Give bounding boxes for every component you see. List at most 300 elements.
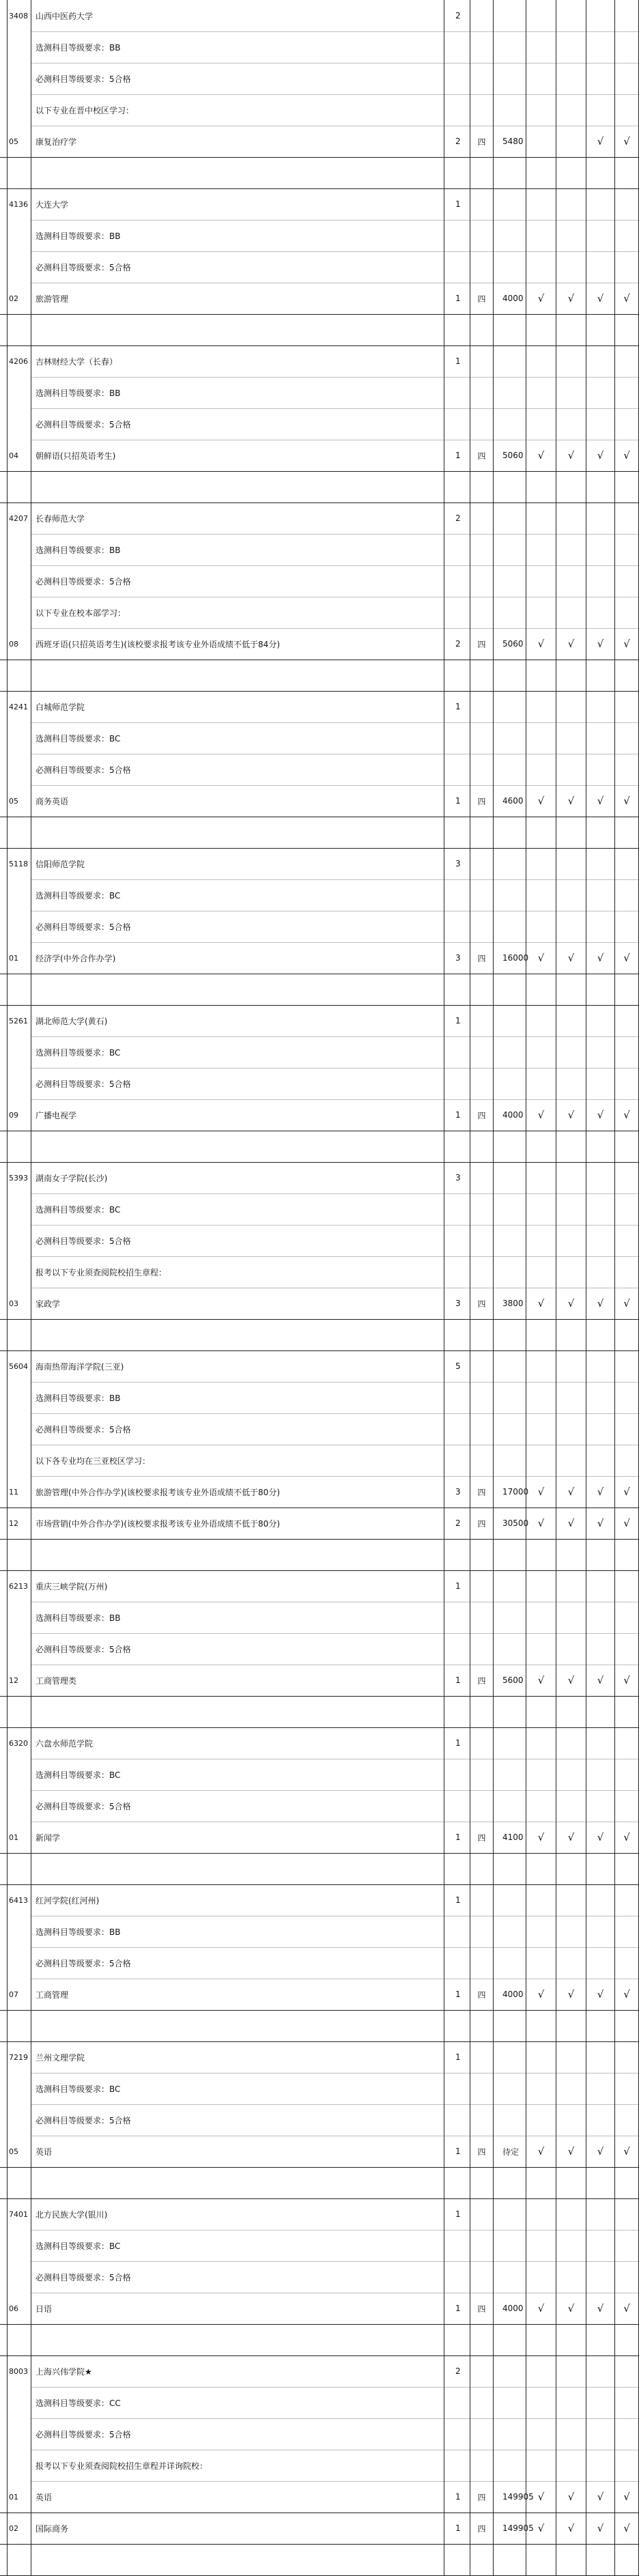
checkmark-icon: √ [567, 1486, 575, 1498]
row-code [7, 1947, 31, 1979]
check-col-2 [556, 565, 586, 597]
check-col-4 [614, 817, 639, 848]
check-col-3 [586, 534, 614, 565]
row-fee-text: 5600 [502, 1675, 524, 1685]
check-col-1 [526, 471, 556, 503]
row-years [470, 1853, 493, 1884]
check-col-2 [556, 1570, 586, 1602]
row-plan [444, 1539, 470, 1570]
row-years [470, 911, 493, 942]
row-fee [493, 722, 526, 754]
row-name [31, 2073, 444, 2104]
row-name [31, 1162, 444, 1193]
row-plan-text: 1 [455, 199, 461, 209]
row-name [31, 660, 444, 691]
check-col-3 [586, 1413, 614, 1445]
check-col-1 [526, 1665, 556, 1696]
check-col-1 [526, 1382, 556, 1413]
row-fee [493, 1508, 529, 1539]
checkmark-icon: √ [567, 292, 575, 305]
check-col-4 [614, 1288, 639, 1319]
check-col-2 [556, 220, 586, 251]
check-col-2 [556, 251, 586, 283]
row-name [31, 1288, 444, 1319]
check-col-2 [556, 1476, 586, 1508]
row-plan [444, 879, 470, 911]
check-col-3 [586, 1068, 614, 1099]
row-fee [493, 848, 526, 879]
row-fee [493, 785, 526, 817]
row-code-text: 5393 [9, 1173, 28, 1183]
row-name [31, 1382, 444, 1413]
check-col-4 [614, 1916, 639, 1947]
check-col-4 [614, 2041, 639, 2073]
school-row [0, 2198, 639, 2230]
check-col-4 [614, 2136, 639, 2167]
row-fee [493, 1068, 526, 1099]
row-plan-text: 1 [455, 796, 461, 806]
row-years [470, 1476, 493, 1508]
info-row [0, 1193, 639, 1225]
checkmark-icon: √ [567, 1831, 575, 1843]
row-years [470, 2198, 493, 2230]
row-code [7, 408, 31, 440]
check-col-3 [586, 0, 614, 31]
row-fee [493, 2261, 526, 2293]
row-plan [444, 1162, 470, 1193]
check-col-1 [526, 1759, 556, 1790]
check-col-4 [614, 503, 639, 534]
row-fee [493, 283, 526, 314]
row-plan [444, 1979, 470, 2010]
row-name [31, 1539, 444, 1570]
row-name-text: 报考以下专业须查阅院校招生章程并详询院校： [36, 2461, 208, 2471]
row-name-text: 选测科目等级要求：BC [36, 890, 121, 901]
row-name-text: 红河学院(红河州) [36, 1895, 100, 1906]
check-col-2 [556, 1602, 586, 1633]
row-plan [444, 660, 470, 691]
check-col-4 [614, 2481, 639, 2513]
row-fee [493, 2136, 526, 2167]
row-years-text: 四 [477, 2147, 486, 2157]
check-col-3 [586, 1193, 614, 1225]
info-row [0, 1633, 639, 1665]
row-code [7, 1884, 31, 1916]
row-name [31, 2041, 444, 2073]
row-code [7, 63, 31, 94]
checkmark-icon: √ [597, 1517, 604, 1529]
row-fee [493, 503, 526, 534]
row-plan [444, 157, 470, 188]
row-name-text: 湖北师范大学(黄石) [36, 1016, 108, 1026]
row-plan [444, 188, 470, 220]
row-years [470, 94, 493, 126]
row-fee [493, 1131, 526, 1162]
row-plan-text: 1 [455, 2523, 461, 2533]
row-code-text: 4207 [9, 513, 28, 523]
row-code [7, 188, 31, 220]
row-name [31, 942, 444, 974]
row-code [7, 2513, 31, 2544]
school-row [0, 848, 639, 879]
row-plan [444, 974, 470, 1005]
row-name [31, 157, 444, 188]
check-col-1 [526, 31, 556, 63]
row-fee-text: 5480 [502, 137, 524, 146]
check-col-1 [526, 1727, 556, 1759]
row-name-text: 康复治疗学 [36, 137, 77, 147]
row-code [7, 314, 31, 345]
check-col-3 [586, 2544, 614, 2575]
row-name-text: 选测科目等级要求：BB [36, 1927, 121, 1937]
row-code-text: 6413 [9, 1895, 28, 1905]
row-code [7, 1193, 31, 1225]
row-plan [444, 2010, 470, 2041]
check-col-4 [614, 63, 639, 94]
check-col-4 [614, 1759, 639, 1790]
row-plan [444, 817, 470, 848]
row-fee [493, 911, 526, 942]
check-col-2 [556, 1319, 586, 1350]
check-col-2 [556, 2293, 586, 2324]
row-code [7, 1508, 31, 1539]
check-col-1 [526, 2261, 556, 2293]
row-plan [444, 1633, 470, 1665]
check-col-4 [614, 1445, 639, 1476]
check-col-4 [614, 1193, 639, 1225]
check-col-1 [526, 251, 556, 283]
row-plan [444, 597, 470, 628]
checkmark-icon: √ [567, 1109, 575, 1121]
row-years-text: 四 [477, 639, 486, 649]
row-fee [493, 1476, 529, 1508]
check-col-2 [556, 1822, 586, 1853]
row-name-text: 必测科目等级要求：5合格 [36, 1801, 131, 1811]
check-col-2 [556, 2481, 586, 2513]
row-name [31, 1068, 444, 1099]
checkmark-icon: √ [623, 2145, 630, 2157]
row-name-text: 上海兴伟学院★ [36, 2366, 92, 2377]
row-years [470, 471, 493, 503]
spacer-row [0, 471, 639, 503]
info-row [0, 1602, 639, 1633]
row-name [31, 440, 444, 471]
check-col-3 [586, 2355, 614, 2387]
row-name-text: 市场营销(中外合作办学)(该校要求报考该专业外语成绩不低于80分) [36, 1518, 280, 1529]
row-years [470, 2544, 493, 2575]
major-row [0, 283, 639, 314]
info-row [0, 408, 639, 440]
info-row [0, 1916, 639, 1947]
row-fee [493, 1319, 526, 1350]
check-col-4 [614, 1382, 639, 1413]
row-name-text: 日语 [36, 2304, 53, 2314]
row-fee [493, 2041, 526, 2073]
check-col-3 [586, 1790, 614, 1822]
row-plan [444, 1822, 470, 1853]
check-col-1 [526, 1696, 556, 1727]
row-code [7, 1979, 31, 2010]
spacer-row [0, 314, 639, 345]
check-col-3 [586, 471, 614, 503]
check-col-1 [526, 2198, 556, 2230]
row-fee [493, 1853, 526, 1884]
check-col-4 [614, 2450, 639, 2481]
check-col-4 [614, 1162, 639, 1193]
row-years [470, 220, 493, 251]
row-plan [444, 1445, 470, 1476]
row-plan [444, 2198, 470, 2230]
check-col-1 [526, 1068, 556, 1099]
row-plan-text: 1 [455, 2492, 461, 2502]
row-years [470, 188, 493, 220]
row-plan [444, 1602, 470, 1633]
row-name [31, 2198, 444, 2230]
row-years [470, 879, 493, 911]
checkmark-icon: √ [537, 795, 545, 807]
row-fee [493, 2355, 526, 2387]
row-plan [444, 126, 470, 157]
row-name-text: 信阳师范学院 [36, 859, 85, 869]
row-fee-text: 4000 [502, 2304, 524, 2313]
checkmark-icon: √ [597, 2491, 604, 2503]
check-col-1 [526, 157, 556, 188]
check-col-3 [586, 1947, 614, 1979]
check-col-2 [556, 2387, 586, 2418]
row-years [470, 1382, 493, 1413]
row-code [7, 1696, 31, 1727]
row-name [31, 1759, 444, 1790]
check-col-1 [526, 1319, 556, 1350]
row-code [7, 1225, 31, 1256]
row-name-text: 必测科目等级要求：5合格 [36, 2115, 131, 2125]
row-years [470, 157, 493, 188]
row-name [31, 31, 444, 63]
check-col-3 [586, 2261, 614, 2293]
row-years [470, 1759, 493, 1790]
check-col-3 [586, 2324, 614, 2355]
check-col-2 [556, 1256, 586, 1288]
check-col-3 [586, 848, 614, 879]
row-plan [444, 1225, 470, 1256]
check-col-1 [526, 2418, 556, 2450]
row-fee [493, 2198, 526, 2230]
row-code-text: 7219 [9, 2052, 28, 2062]
check-col-2 [556, 2544, 586, 2575]
row-fee-text: 17000 [502, 1487, 529, 1497]
row-plan [444, 1570, 470, 1602]
check-col-3 [586, 565, 614, 597]
check-col-4 [614, 2544, 639, 2575]
row-code-text: 05 [9, 2147, 18, 2156]
row-name-text: 英语 [36, 2147, 53, 2157]
check-col-3 [586, 754, 614, 785]
row-name-text: 海南热带海洋学院(三亚) [36, 1361, 124, 1372]
row-plan [444, 1382, 470, 1413]
check-col-3 [586, 2010, 614, 2041]
check-col-3 [586, 1979, 614, 2010]
row-fee [493, 2387, 526, 2418]
check-col-1 [526, 1288, 556, 1319]
row-plan [444, 1131, 470, 1162]
checkmark-icon: √ [623, 1674, 630, 1686]
school-row [0, 503, 639, 534]
checkmark-icon: √ [597, 1674, 604, 1686]
row-name-text: 兰州文理学院 [36, 2052, 85, 2063]
row-code [7, 2010, 31, 2041]
check-col-4 [614, 2010, 639, 2041]
checkmark-icon: √ [623, 638, 630, 650]
row-name-text: 商务英语 [36, 796, 69, 806]
row-name-text: 以下各专业均在三亚校区学习： [36, 1456, 151, 1466]
row-years [470, 2418, 493, 2450]
row-code [7, 1099, 31, 1131]
checkmark-icon: √ [567, 449, 575, 462]
checkmark-icon: √ [597, 2522, 604, 2534]
checkmark-icon: √ [623, 1517, 630, 1529]
check-col-4 [614, 1099, 639, 1131]
check-col-1 [526, 1822, 556, 1853]
check-col-4 [614, 0, 639, 31]
check-col-1 [526, 722, 556, 754]
check-col-3 [586, 220, 614, 251]
row-years [470, 1131, 493, 1162]
row-code [7, 2355, 31, 2387]
row-name-text: 国际商务 [36, 2523, 69, 2534]
check-col-1 [526, 974, 556, 1005]
info-row [0, 1759, 639, 1790]
checkmark-icon: √ [597, 1109, 604, 1121]
row-code [7, 628, 31, 660]
row-name-text: 必测科目等级要求：5合格 [36, 1236, 131, 1246]
check-col-4 [614, 942, 639, 974]
check-col-2 [556, 1068, 586, 1099]
row-plan [444, 785, 470, 817]
row-code-text: 7401 [9, 2209, 28, 2219]
check-col-3 [586, 1916, 614, 1947]
row-name-text: 重庆三峡学院(万州) [36, 1581, 108, 1591]
info-row [0, 1382, 639, 1413]
check-col-1 [526, 1633, 556, 1665]
checkmark-icon: √ [597, 638, 604, 650]
row-fee [493, 2450, 526, 2481]
row-plan [444, 345, 470, 377]
row-fee [493, 2481, 534, 2513]
row-plan [444, 1256, 470, 1288]
row-plan [444, 2136, 470, 2167]
check-col-1 [526, 2513, 556, 2544]
row-years-text: 四 [477, 137, 486, 147]
check-col-3 [586, 94, 614, 126]
check-col-3 [586, 942, 614, 974]
row-plan-text: 1 [455, 1016, 461, 1025]
row-name [31, 2418, 444, 2450]
row-fee [493, 817, 526, 848]
row-plan-text: 1 [455, 2209, 461, 2219]
info-row [0, 1790, 639, 1822]
check-col-1 [526, 754, 556, 785]
check-col-2 [556, 1508, 586, 1539]
check-col-4 [614, 1225, 639, 1256]
row-name [31, 63, 444, 94]
check-col-4 [614, 440, 639, 471]
check-col-4 [614, 2513, 639, 2544]
row-years [470, 1884, 493, 1916]
row-years [470, 691, 493, 722]
row-code [7, 1853, 31, 1884]
row-fee [493, 1036, 526, 1068]
row-name-text: 必测科目等级要求：5合格 [36, 922, 131, 932]
row-fee [493, 2167, 526, 2198]
check-col-1 [526, 1131, 556, 1162]
check-col-4 [614, 2261, 639, 2293]
spacer-row [0, 1131, 639, 1162]
row-plan [444, 1759, 470, 1790]
checkmark-icon: √ [623, 1297, 630, 1310]
row-years [470, 1822, 493, 1853]
checkmark-icon: √ [597, 1297, 604, 1310]
row-plan [444, 942, 470, 974]
check-col-1 [526, 2293, 556, 2324]
row-fee [493, 1099, 526, 1131]
row-plan [444, 2544, 470, 2575]
checkmark-icon: √ [623, 952, 630, 964]
row-name [31, 565, 444, 597]
row-code [7, 2041, 31, 2073]
check-col-3 [586, 440, 614, 471]
row-code [7, 848, 31, 879]
spacer-row [0, 817, 639, 848]
row-code [7, 377, 31, 408]
row-name [31, 1727, 444, 1759]
row-name-text: 必测科目等级要求：5合格 [36, 74, 131, 84]
check-col-4 [614, 2104, 639, 2136]
info-row [0, 597, 639, 628]
row-name [31, 2387, 444, 2418]
row-name [31, 974, 444, 1005]
row-fee [493, 1727, 526, 1759]
row-code-text: 02 [9, 294, 18, 303]
row-fee [493, 1413, 526, 1445]
check-col-2 [556, 691, 586, 722]
check-col-1 [526, 503, 556, 534]
checkmark-icon: √ [537, 952, 545, 964]
row-name [31, 597, 444, 628]
check-col-1 [526, 2450, 556, 2481]
row-name [31, 283, 444, 314]
row-code-text: 01 [9, 2492, 18, 2502]
check-col-2 [556, 1413, 586, 1445]
check-col-2 [556, 1036, 586, 1068]
row-years [470, 251, 493, 283]
row-name [31, 377, 444, 408]
row-plan [444, 283, 470, 314]
info-row [0, 2104, 639, 2136]
check-col-2 [556, 471, 586, 503]
row-years [470, 1696, 493, 1727]
check-col-1 [526, 1350, 556, 1382]
row-name-text: 必测科目等级要求：5合格 [36, 1958, 131, 1968]
checkmark-icon: √ [623, 1486, 630, 1498]
row-fee [493, 2010, 526, 2041]
row-years-text: 四 [477, 1990, 486, 2000]
check-col-4 [614, 220, 639, 251]
check-col-3 [586, 817, 614, 848]
check-col-4 [614, 2073, 639, 2104]
check-col-4 [614, 1570, 639, 1602]
row-fee [493, 1916, 526, 1947]
check-col-3 [586, 1288, 614, 1319]
